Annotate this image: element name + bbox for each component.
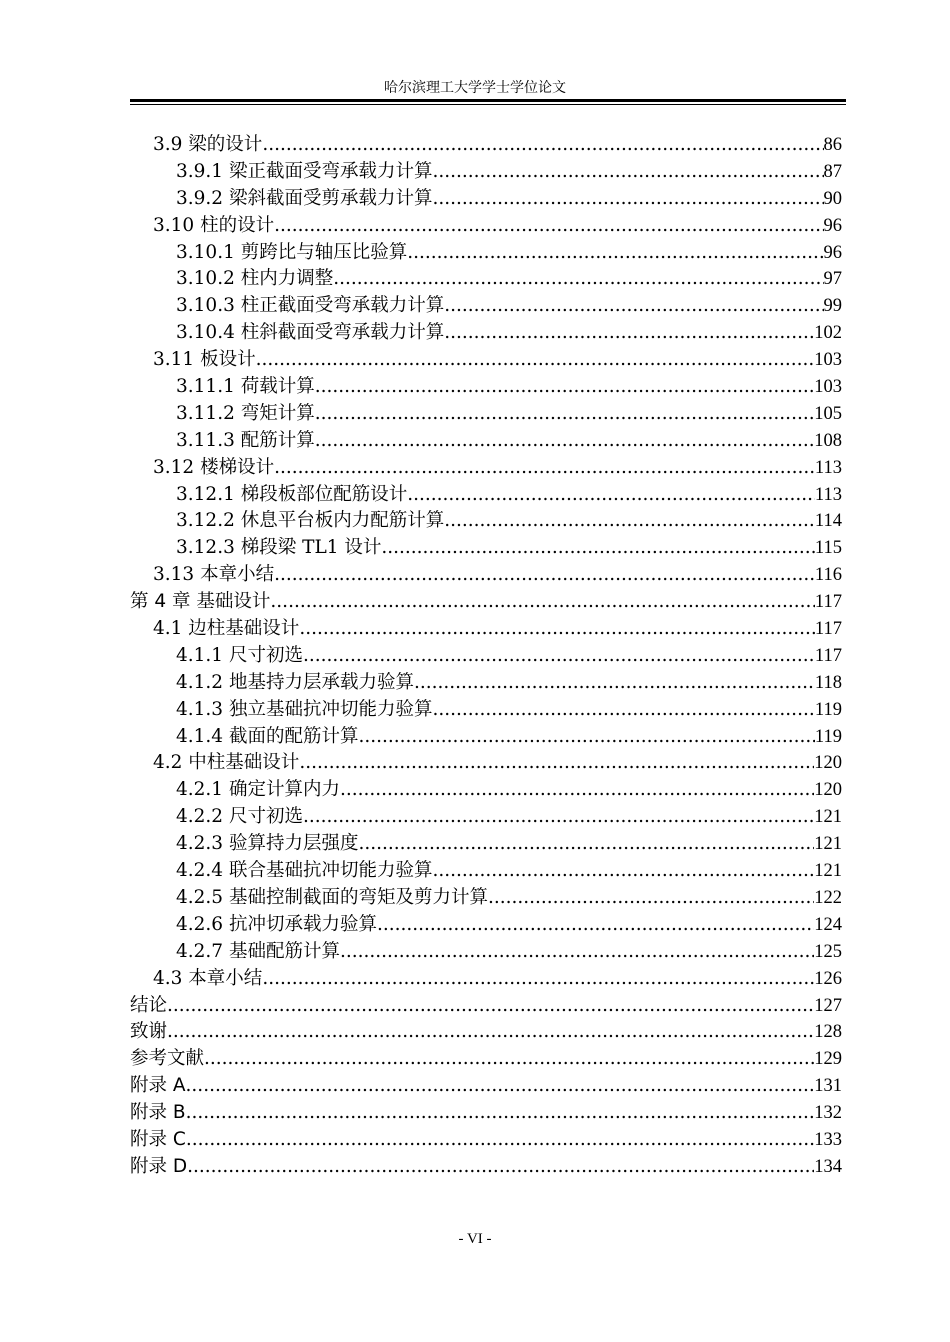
toc-dot-leader (186, 1100, 815, 1127)
toc-entry-label: 附录 A (130, 1075, 186, 1097)
toc-entry-page: 103 (814, 350, 842, 371)
toc-entry-page: 97 (823, 269, 842, 290)
toc-entry-label: 3.12.3 梯段梁 TL1 设计 (176, 537, 382, 559)
toc-entry-page: 125 (814, 941, 842, 962)
toc-entry-label: 4.2 中柱基础设计 (153, 752, 300, 774)
toc-entry-label: 4.2.3 验算持力层强度 (176, 833, 359, 855)
toc-entry[interactable] (130, 266, 842, 293)
toc-dot-leader (432, 159, 823, 186)
toc-entry-label: 附录 D (130, 1155, 188, 1177)
toc-entry[interactable] (130, 966, 842, 993)
toc-dot-leader (262, 132, 823, 159)
toc-entry-label: 4.2.6 抗冲切承载力验算 (176, 913, 377, 935)
toc-entry[interactable] (130, 697, 842, 724)
toc-dot-leader (444, 320, 814, 347)
header-rule-thick (130, 99, 846, 102)
toc-entry[interactable] (130, 374, 842, 401)
toc-dot-leader (204, 1046, 814, 1073)
toc-dot-leader (274, 213, 823, 240)
toc-entry-page: 119 (814, 699, 842, 720)
toc-entry-page: 134 (814, 1156, 842, 1177)
toc-entry-label: 4.2.1 确定计算内力 (176, 779, 340, 801)
toc-entry[interactable] (130, 508, 842, 535)
toc-entry-page: 105 (814, 403, 842, 424)
toc-dot-leader (488, 885, 814, 912)
toc-entry-label: 4.1.2 地基持力层承载力验算 (176, 671, 414, 693)
toc-entry-label: 4.1.4 截面的配筋计算 (176, 725, 359, 747)
toc-entry-page: 131 (814, 1076, 842, 1097)
toc-entry-page: 117 (814, 592, 842, 613)
toc-entry[interactable] (130, 401, 842, 428)
toc-entry[interactable] (130, 482, 842, 509)
toc-entry[interactable] (130, 1046, 842, 1073)
toc-entry[interactable] (130, 320, 842, 347)
toc-entry-label: 3.9.1 梁正截面受弯承载力计算 (176, 160, 433, 182)
toc-entry[interactable] (130, 858, 842, 885)
toc-dot-leader (444, 293, 823, 320)
toc-dot-leader (377, 912, 814, 939)
toc-entry-page: 120 (814, 753, 842, 774)
toc-entry[interactable] (130, 724, 842, 751)
toc-entry-page: 133 (814, 1129, 842, 1150)
toc-entry-page: 115 (814, 538, 842, 559)
toc-entry[interactable] (130, 428, 842, 455)
toc-entry[interactable] (130, 643, 842, 670)
toc-entry-label: 4.2.2 尺寸初选 (176, 806, 303, 828)
toc-dot-leader (407, 240, 823, 267)
toc-entry-page: 128 (814, 1022, 842, 1043)
toc-entry[interactable] (130, 885, 842, 912)
toc-entry-label: 参考文献 (130, 1048, 205, 1070)
toc-entry-label: 3.10.2 柱内力调整 (176, 268, 334, 290)
toc-entry[interactable] (130, 1019, 842, 1046)
toc-dot-leader (358, 831, 814, 858)
toc-entry-page: 124 (814, 914, 842, 935)
header-rule-thin (130, 104, 846, 105)
toc-entry-label: 3.10.1 剪跨比与轴压比验算 (176, 241, 408, 263)
toc-entry[interactable] (130, 347, 842, 374)
toc-entry-page: 96 (823, 215, 842, 236)
toc-dot-leader (270, 589, 815, 616)
toc-entry-page: 99 (823, 296, 842, 317)
toc-entry-label: 4.1 边柱基础设计 (153, 618, 300, 640)
toc-entry-page: 117 (814, 645, 842, 666)
toc-entry-page: 87 (823, 161, 842, 182)
toc-entry[interactable] (130, 293, 842, 320)
toc-entry-page: 116 (814, 565, 842, 586)
toc-entry[interactable] (130, 804, 842, 831)
toc-entry-page: 121 (814, 807, 842, 828)
toc-entry-label: 3.11 板设计 (153, 349, 256, 371)
toc-entry-label: 附录 B (130, 1102, 186, 1124)
toc-entry-label: 4.2.4 联合基础抗冲切能力验算 (176, 860, 433, 882)
toc-entry-page: 122 (814, 887, 842, 908)
toc-dot-leader (407, 482, 815, 509)
table-of-contents (130, 132, 842, 1181)
toc-dot-leader (333, 266, 823, 293)
toc-entry-label: 结论 (130, 994, 168, 1016)
toc-entry-page: 90 (823, 188, 842, 209)
page-number: - VI - (458, 1231, 492, 1247)
toc-entry-page: 118 (814, 672, 842, 693)
toc-dot-leader (414, 670, 815, 697)
toc-entry-label: 3.12.1 梯段板部位配筋设计 (176, 483, 408, 505)
toc-entry[interactable] (130, 240, 842, 267)
toc-entry-page: 126 (814, 968, 842, 989)
toc-entry-label: 3.10 柱的设计 (153, 214, 275, 236)
toc-dot-leader (303, 804, 814, 831)
toc-dot-leader (256, 347, 815, 374)
toc-entry-page: 96 (823, 242, 842, 263)
toc-entry-label: 4.1.3 独立基础抗冲切能力验算 (176, 698, 433, 720)
toc-entry-label: 4.2.7 基础配筋计算 (176, 940, 340, 962)
toc-dot-leader (358, 724, 814, 751)
toc-entry-label: 4.2.5 基础控制截面的弯矩及剪力计算 (176, 886, 488, 908)
toc-dot-leader (432, 186, 823, 213)
toc-entry[interactable] (130, 777, 842, 804)
toc-dot-leader (274, 455, 815, 482)
running-header-title: 哈尔滨理工大学学士学位论文 (384, 80, 566, 96)
toc-entry[interactable] (130, 455, 842, 482)
toc-entry[interactable] (130, 132, 842, 159)
toc-entry[interactable] (130, 535, 842, 562)
toc-dot-leader (315, 428, 815, 455)
toc-entry-label: 3.13 本章小结 (153, 564, 275, 586)
toc-entry-label: 3.12.2 休息平台板内力配筋计算 (176, 510, 445, 532)
toc-entry-page: 113 (814, 484, 842, 505)
toc-entry[interactable] (130, 750, 842, 777)
toc-dot-leader (444, 508, 815, 535)
toc-entry-label: 3.11.1 荷载计算 (176, 376, 315, 398)
toc-dot-leader (315, 374, 815, 401)
toc-dot-leader (299, 750, 814, 777)
toc-entry-page: 102 (814, 323, 842, 344)
toc-entry[interactable] (130, 993, 842, 1020)
toc-dot-leader (432, 858, 814, 885)
toc-entry[interactable] (130, 1100, 842, 1127)
toc-entry[interactable] (130, 831, 842, 858)
toc-entry-label: 3.10.4 柱斜截面受弯承载力计算 (176, 322, 445, 344)
toc-entry-label: 致谢 (130, 1021, 168, 1043)
toc-dot-leader (315, 401, 815, 428)
toc-entry-page: 120 (814, 780, 842, 801)
toc-entry[interactable] (130, 213, 842, 240)
toc-entry[interactable] (130, 1154, 842, 1181)
toc-dot-leader (299, 616, 815, 643)
toc-dot-leader (167, 1019, 814, 1046)
toc-entry[interactable] (130, 589, 842, 616)
toc-dot-leader (340, 777, 814, 804)
toc-entry-label: 4.1.1 尺寸初选 (176, 644, 303, 666)
toc-dot-leader (303, 643, 815, 670)
toc-dot-leader (340, 939, 814, 966)
toc-entry-label: 4.3 本章小结 (153, 967, 263, 989)
toc-entry-label: 3.9.2 梁斜截面受剪承载力计算 (176, 187, 433, 209)
toc-entry-label: 附录 C (130, 1128, 186, 1150)
toc-dot-leader (381, 535, 815, 562)
toc-entry-page: 121 (814, 834, 842, 855)
toc-entry-label: 3.11.3 配筋计算 (176, 429, 315, 451)
toc-entry-label: 3.11.2 弯矩计算 (176, 402, 315, 424)
toc-entry-page: 119 (814, 726, 842, 747)
toc-entry[interactable] (130, 186, 842, 213)
toc-dot-leader (186, 1127, 814, 1154)
toc-entry-page: 129 (814, 1049, 842, 1070)
toc-dot-leader (186, 1073, 815, 1100)
toc-dot-leader (262, 966, 814, 993)
toc-entry[interactable] (130, 670, 842, 697)
toc-entry-label: 3.9 梁的设计 (153, 134, 263, 155)
toc-entry[interactable] (130, 616, 842, 643)
toc-entry[interactable] (130, 562, 842, 589)
toc-entry-page: 132 (814, 1103, 842, 1124)
toc-entry-page: 108 (814, 430, 842, 451)
toc-entry[interactable] (130, 1073, 842, 1100)
toc-entry-label: 3.10.3 柱正截面受弯承载力计算 (176, 295, 445, 317)
toc-entry-label: 3.12 楼梯设计 (153, 456, 275, 478)
toc-entry-page: 117 (814, 619, 842, 640)
toc-dot-leader (432, 697, 814, 724)
toc-entry-label: 第 4 章 基础设计 (130, 591, 271, 613)
toc-entry-page: 86 (823, 135, 842, 155)
toc-entry-page: 127 (814, 995, 842, 1016)
toc-entry[interactable] (130, 159, 842, 186)
toc-entry-page: 113 (814, 457, 842, 478)
toc-entry[interactable] (130, 912, 842, 939)
toc-dot-leader (187, 1154, 814, 1181)
toc-dot-leader (274, 562, 815, 589)
toc-entry-page: 114 (814, 511, 842, 532)
toc-entry[interactable] (130, 939, 842, 966)
toc-entry-page: 121 (814, 861, 842, 882)
toc-dot-leader (167, 993, 814, 1020)
toc-entry-page: 103 (814, 377, 842, 398)
toc-entry[interactable] (130, 1127, 842, 1154)
